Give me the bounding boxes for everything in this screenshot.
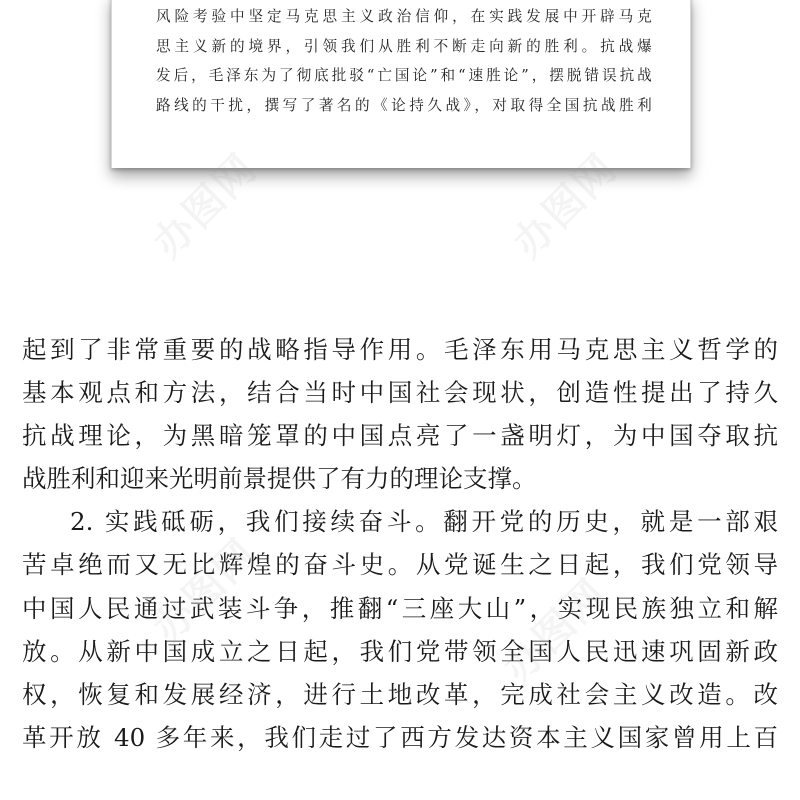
watermark: 办图网: [504, 145, 627, 267]
body-line: 权，恢复和发展经济，进行土地改革，完成社会主义改造。改: [22, 679, 778, 709]
paragraph-start-line: 2. 实践砥砺，我们接续奋斗。翻开党的历史，就是一部艰: [70, 507, 778, 537]
quote-card: [111, 0, 691, 168]
body-line: 革开放 40 多年来，我们走过了西方发达资本主义国家曾用上百: [22, 722, 778, 752]
body-line: 中国人民通过武装斗争，推翻“三座大山”，实现民族独立和解: [22, 593, 778, 623]
body-line: 基本观点和方法，结合当时中国社会现状，创造性提出了持久: [22, 378, 778, 408]
body-text: [22, 328, 778, 759]
quote-card-text: [156, 2, 652, 120]
body-line: 抗战理论，为黑暗笼罩的中国点亮了一盏明灯，为中国夺取抗: [22, 421, 778, 451]
card-line: 发后，毛泽东为了彻底批驳“亡国论”和“速胜论”，摆脱错误抗战: [156, 67, 652, 84]
body-line: 放。从新中国成立之日起，我们党带领全国人民迅速巩固新政: [22, 636, 778, 666]
body-line: 战胜利和迎来光明前景提供了有力的理论支撑。: [22, 464, 537, 494]
watermark: 办图网: [144, 145, 267, 267]
watermark: 办图网: [494, 570, 617, 692]
card-line: 路线的干扰，撰写了著名的《论持久战》，对取得全国抗战胜利: [156, 96, 652, 114]
card-line: 思主义新的境界，引领我们从胜利不断走向新的胜利。抗战爆: [156, 37, 652, 55]
card-line: 风险考验中坚定马克思主义政治信仰，在实践发展中开辟马克: [156, 8, 652, 25]
body-line: 起到了非常重要的战略指导作用。毛泽东用马克思主义哲学的: [22, 335, 778, 364]
body-line: 苦卓绝而又无比辉煌的奋斗史。从党诞生之日起，我们党领导: [22, 550, 778, 580]
watermark: 办图网: [144, 530, 267, 652]
